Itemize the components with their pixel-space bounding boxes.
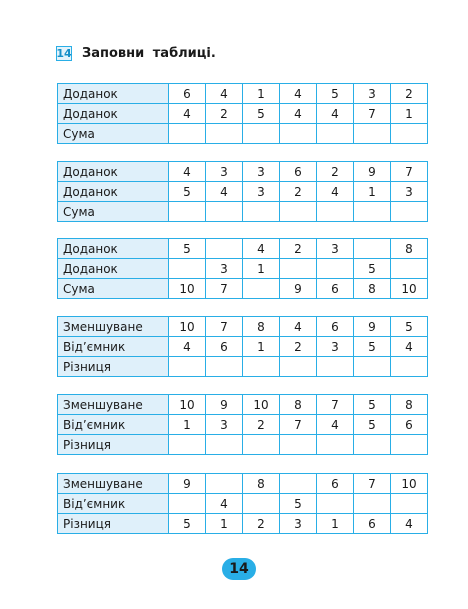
- value-cell: 4: [169, 104, 206, 124]
- answer-cell[interactable]: [243, 494, 280, 514]
- value-cell: 4: [317, 415, 354, 435]
- table-row: [58, 317, 428, 337]
- value-cell: 5: [243, 104, 280, 124]
- value-cell: 4: [206, 182, 243, 202]
- value-cell: 2: [280, 182, 317, 202]
- value-cell: 7: [317, 395, 354, 415]
- answer-cell[interactable]: [169, 435, 206, 455]
- value-cell: 1: [243, 337, 280, 357]
- answer-cell[interactable]: [280, 474, 317, 494]
- value-cell: 4: [317, 182, 354, 202]
- answer-cell[interactable]: [243, 357, 280, 377]
- value-cell: 3: [317, 337, 354, 357]
- answer-cell[interactable]: [206, 124, 243, 144]
- value-cell: 4: [391, 337, 428, 357]
- value-cell: 3: [243, 182, 280, 202]
- value-cell: 6: [317, 317, 354, 337]
- value-cell: 2: [206, 104, 243, 124]
- answer-cell[interactable]: [206, 357, 243, 377]
- page-number-badge: 14: [222, 558, 256, 580]
- value-cell: 2: [391, 84, 428, 104]
- value-cell: 9: [280, 279, 317, 299]
- table-row: [58, 279, 428, 299]
- fill-table-6: [57, 473, 428, 534]
- task-number-badge: 14: [56, 46, 72, 60]
- table-row: [58, 259, 428, 279]
- value-cell: 3: [317, 239, 354, 259]
- value-cell: 3: [354, 84, 391, 104]
- row-label: Зменшуване: [58, 474, 169, 494]
- value-cell: 7: [391, 162, 428, 182]
- answer-cell[interactable]: [354, 124, 391, 144]
- answer-cell[interactable]: [391, 494, 428, 514]
- answer-cell[interactable]: [354, 239, 391, 259]
- value-cell: 6: [354, 514, 391, 534]
- value-cell: 1: [354, 182, 391, 202]
- value-cell: 5: [354, 395, 391, 415]
- value-cell: 10: [169, 395, 206, 415]
- value-cell: 3: [206, 162, 243, 182]
- answer-cell[interactable]: [391, 202, 428, 222]
- value-cell: 5: [317, 84, 354, 104]
- value-cell: 10: [391, 474, 428, 494]
- row-label: Від’ємник: [58, 337, 169, 357]
- answer-cell[interactable]: [391, 259, 428, 279]
- value-cell: 7: [206, 317, 243, 337]
- row-label: Зменшуване: [58, 395, 169, 415]
- value-cell: 3: [391, 182, 428, 202]
- answer-cell[interactable]: [169, 202, 206, 222]
- answer-cell[interactable]: [317, 124, 354, 144]
- answer-cell[interactable]: [243, 279, 280, 299]
- value-cell: 1: [317, 514, 354, 534]
- value-cell: 1: [243, 259, 280, 279]
- table-row: [58, 494, 428, 514]
- value-cell: 7: [354, 474, 391, 494]
- table-row: [58, 84, 428, 104]
- value-cell: 4: [317, 104, 354, 124]
- task-header: [56, 44, 216, 62]
- value-cell: 10: [243, 395, 280, 415]
- value-cell: 2: [243, 514, 280, 534]
- value-cell: 4: [169, 337, 206, 357]
- row-label: Сума: [58, 202, 169, 222]
- table-row: [58, 435, 428, 455]
- row-label: Сума: [58, 279, 169, 299]
- value-cell: 6: [280, 162, 317, 182]
- answer-cell[interactable]: [280, 435, 317, 455]
- value-cell: 9: [169, 474, 206, 494]
- value-cell: 4: [243, 239, 280, 259]
- value-cell: 7: [280, 415, 317, 435]
- value-cell: 5: [354, 337, 391, 357]
- fill-table-3: [57, 238, 428, 299]
- value-cell: 8: [243, 474, 280, 494]
- row-label: Сума: [58, 124, 169, 144]
- table-row: [58, 357, 428, 377]
- table-row: [58, 239, 428, 259]
- answer-cell[interactable]: [243, 202, 280, 222]
- fill-table-1: [57, 83, 428, 144]
- value-cell: 6: [317, 279, 354, 299]
- row-label: Доданок: [58, 182, 169, 202]
- value-cell: 8: [243, 317, 280, 337]
- value-cell: 8: [391, 239, 428, 259]
- value-cell: 9: [354, 162, 391, 182]
- value-cell: 5: [391, 317, 428, 337]
- table-row: [58, 202, 428, 222]
- value-cell: 7: [354, 104, 391, 124]
- table-row: [58, 337, 428, 357]
- row-label: Різниця: [58, 435, 169, 455]
- value-cell: 5: [354, 259, 391, 279]
- answer-cell[interactable]: [317, 494, 354, 514]
- value-cell: 9: [206, 395, 243, 415]
- value-cell: 1: [169, 415, 206, 435]
- row-label: Доданок: [58, 239, 169, 259]
- row-label: Різниця: [58, 357, 169, 377]
- table-row: [58, 162, 428, 182]
- value-cell: 4: [280, 84, 317, 104]
- row-label: Від’ємник: [58, 415, 169, 435]
- row-label: Доданок: [58, 84, 169, 104]
- answer-cell[interactable]: [317, 202, 354, 222]
- value-cell: 5: [169, 514, 206, 534]
- answer-cell[interactable]: [243, 124, 280, 144]
- row-label: Від’ємник: [58, 494, 169, 514]
- value-cell: 4: [280, 104, 317, 124]
- value-cell: 4: [169, 162, 206, 182]
- answer-cell[interactable]: [280, 202, 317, 222]
- table-row: [58, 514, 428, 534]
- value-cell: 4: [206, 494, 243, 514]
- value-cell: 1: [243, 84, 280, 104]
- value-cell: 5: [280, 494, 317, 514]
- answer-cell[interactable]: [169, 124, 206, 144]
- answer-cell[interactable]: [391, 124, 428, 144]
- answer-cell[interactable]: [317, 259, 354, 279]
- table-row: [58, 124, 428, 144]
- table-row: [58, 474, 428, 494]
- task-title: Заповни таблиці.: [82, 45, 216, 61]
- value-cell: 10: [391, 279, 428, 299]
- value-cell: 1: [391, 104, 428, 124]
- answer-cell[interactable]: [317, 435, 354, 455]
- answer-cell[interactable]: [317, 357, 354, 377]
- value-cell: 8: [354, 279, 391, 299]
- fill-table-5: [57, 394, 428, 455]
- value-cell: 3: [243, 162, 280, 182]
- value-cell: 2: [280, 239, 317, 259]
- value-cell: 3: [280, 514, 317, 534]
- answer-cell[interactable]: [243, 435, 280, 455]
- value-cell: 2: [280, 337, 317, 357]
- value-cell: 5: [169, 182, 206, 202]
- value-cell: 8: [391, 395, 428, 415]
- answer-cell[interactable]: [391, 357, 428, 377]
- row-label: Різниця: [58, 514, 169, 534]
- value-cell: 10: [169, 317, 206, 337]
- value-cell: 2: [243, 415, 280, 435]
- answer-cell[interactable]: [280, 259, 317, 279]
- value-cell: 5: [169, 239, 206, 259]
- value-cell: 9: [354, 317, 391, 337]
- answer-cell[interactable]: [169, 357, 206, 377]
- value-cell: 10: [169, 279, 206, 299]
- value-cell: 4: [391, 514, 428, 534]
- value-cell: 6: [206, 337, 243, 357]
- value-cell: 8: [280, 395, 317, 415]
- row-label: Доданок: [58, 259, 169, 279]
- table-row: [58, 104, 428, 124]
- table-row: [58, 395, 428, 415]
- answer-cell[interactable]: [206, 239, 243, 259]
- value-cell: 6: [391, 415, 428, 435]
- value-cell: 5: [354, 415, 391, 435]
- answer-cell[interactable]: [206, 435, 243, 455]
- answer-cell[interactable]: [280, 357, 317, 377]
- value-cell: 6: [169, 84, 206, 104]
- value-cell: 6: [317, 474, 354, 494]
- answer-cell[interactable]: [206, 474, 243, 494]
- value-cell: 3: [206, 415, 243, 435]
- answer-cell[interactable]: [354, 357, 391, 377]
- answer-cell[interactable]: [206, 202, 243, 222]
- answer-cell[interactable]: [391, 435, 428, 455]
- fill-table-4: [57, 316, 428, 377]
- value-cell: 4: [280, 317, 317, 337]
- value-cell: 1: [206, 514, 243, 534]
- fill-table-2: [57, 161, 428, 222]
- row-label: Зменшуване: [58, 317, 169, 337]
- answer-cell[interactable]: [169, 259, 206, 279]
- table-row: [58, 415, 428, 435]
- value-cell: 3: [206, 259, 243, 279]
- value-cell: 7: [206, 279, 243, 299]
- value-cell: 4: [206, 84, 243, 104]
- value-cell: 2: [317, 162, 354, 182]
- answer-cell[interactable]: [280, 124, 317, 144]
- answer-cell[interactable]: [354, 202, 391, 222]
- answer-cell[interactable]: [354, 494, 391, 514]
- table-row: [58, 182, 428, 202]
- answer-cell[interactable]: [354, 435, 391, 455]
- row-label: Доданок: [58, 104, 169, 124]
- row-label: Доданок: [58, 162, 169, 182]
- answer-cell[interactable]: [169, 494, 206, 514]
